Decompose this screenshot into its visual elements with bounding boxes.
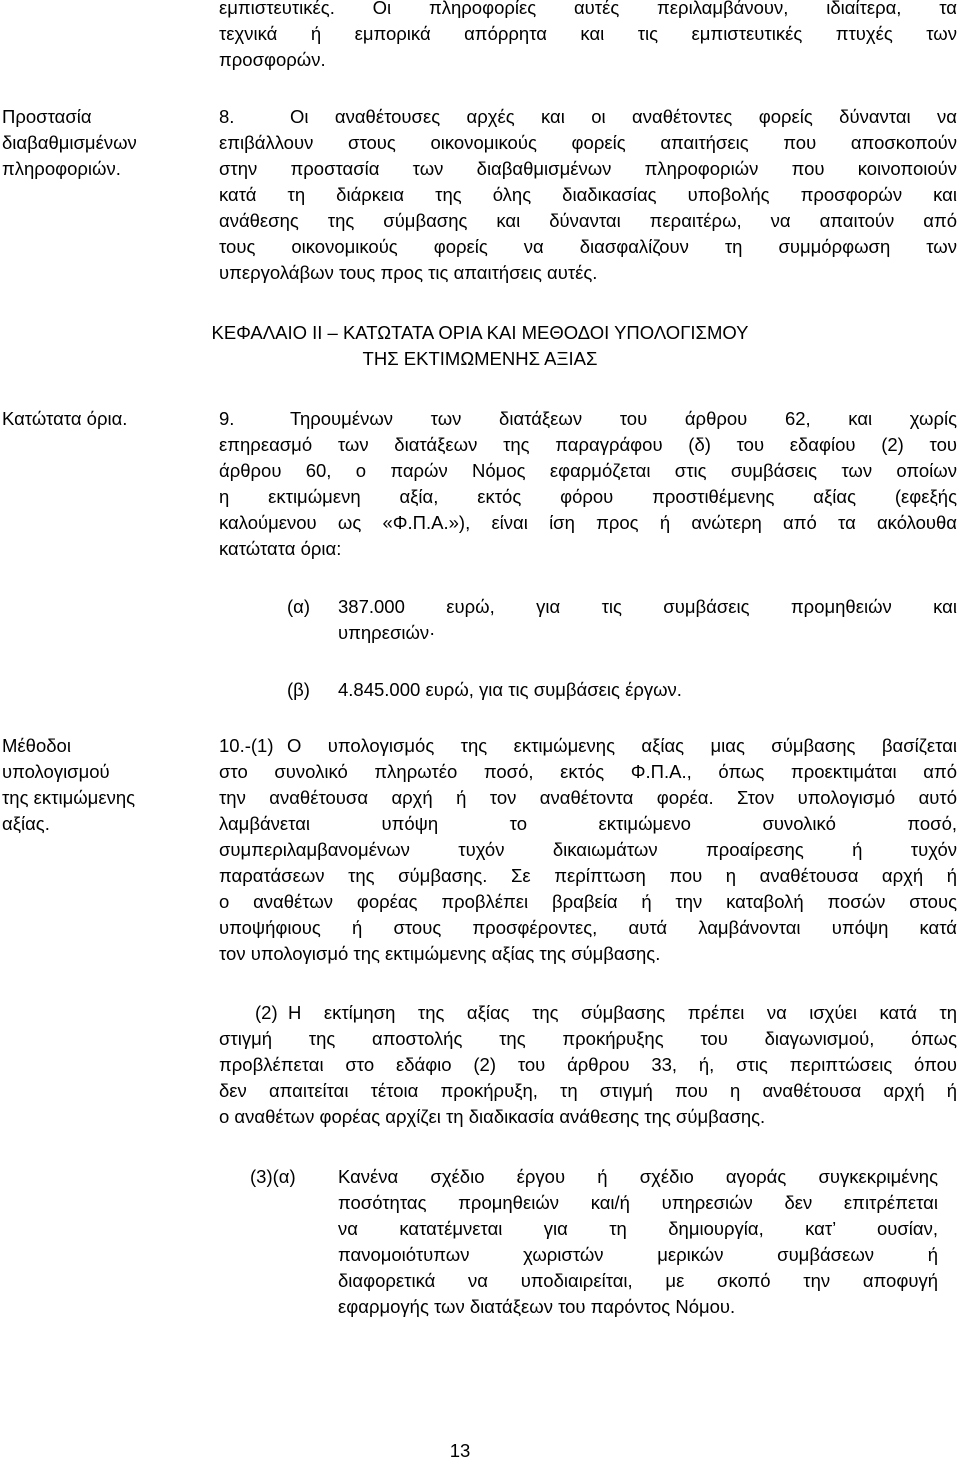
body-line: στο συνολικό πληρωτέο ποσό, εκτός Φ.Π.Α., όπως προεκτιμάται από — [219, 761, 957, 782]
body-line: εμπιστευτικές. Οι πληροφορίες αυτές περιλαμβάνουν, ιδιαίτερα, τα — [219, 0, 957, 18]
body-line: δεν απαιτείται τέτοια προκήρυξη, τη στιγμή που η αναθέτουσα αρχή ή — [219, 1080, 957, 1101]
margin-note: Μέθοδοι — [2, 735, 71, 756]
article-number: 8. — [219, 106, 235, 127]
article-number: 10.-(1) — [219, 735, 274, 756]
body-line: ανάθεσης της σύμβασης και δύνανται περαιτέρω, να απαιτούν από — [219, 210, 957, 231]
paragraph-number: (2) — [255, 1002, 278, 1023]
margin-note: Προστασία — [2, 106, 92, 127]
body-line: άρθρου 60, ο παρών Νόμος εφαρμόζεται στις συμβάσεις των οποίων — [219, 460, 957, 481]
item-label: (β) — [287, 679, 310, 700]
body-line: επιβάλλουν στους οικονομικούς φορείς απαιτήσεις που αποσκοπούν — [219, 132, 957, 153]
body-line: τους οικονομικούς φορείς να διασφαλίζουν τη συμμόρφωση των — [219, 236, 957, 257]
body-line: Κανένα σχέδιο έργου ή σχέδιο αγοράς συγκεκριμένης — [338, 1166, 938, 1187]
page-number: 13 — [449, 1440, 471, 1461]
body-line: προβλέπεται στο εδάφιο (2) του άρθρου 33, ή, στις περιπτώσεις όπου — [219, 1054, 957, 1075]
margin-note: διαβαθμισμένων — [2, 132, 137, 153]
body-line: Ο υπολογισμός της εκτιμώμενης αξίας μιας σύμβασης βασίζεται — [287, 735, 957, 756]
body-line: ο αναθέτων φορέας αρχίζει τη διαδικασία ανάθεσης της σύμβασης. — [219, 1106, 766, 1127]
body-line: υπεργολάβων τους προς τις απαιτήσεις αυτές. — [219, 262, 598, 283]
body-line: πανομοιότυπων χωριστών μερικών συμβάσεων ή — [338, 1244, 938, 1265]
body-line: 387.000 ευρώ, για τις συμβάσεις προμηθειών και — [338, 596, 957, 617]
body-line: καλούμενου ως «Φ.Π.Α.»), είναι ίση προς ή ανώτερη από τα ακόλουθα — [219, 512, 957, 533]
body-line: κατώτατα όρια: — [219, 538, 342, 559]
body-line: εφαρμογής των διατάξεων του παρόντος Νόμου. — [338, 1296, 736, 1317]
body-line: επηρεασμό των διατάξεων της παραγράφου (δ) του εδαφίου (2) του — [219, 434, 957, 455]
body-line: να κατατέμνεται για τη δημιουργία, κατ’ ουσίαν, — [338, 1218, 938, 1239]
margin-note: της εκτιμώμενης — [2, 787, 136, 808]
article-number: 9. — [219, 408, 235, 429]
body-line: την αναθέτουσα αρχή ή τον αναθέτοντα φορέα. Στον υπολογισμό αυτό — [219, 787, 957, 808]
body-line: υποψήφιους ή στους προσφέροντες, αυτά λαμβάνονται υπόψη κατά — [219, 917, 957, 938]
body-line: ο αναθέτων φορέας προβλέπει βραβεία ή την καταβολή ποσών στους — [219, 891, 957, 912]
margin-note: αξίας. — [2, 813, 50, 834]
body-line: υπηρεσιών· — [338, 622, 436, 643]
body-line: στιγμή της αποστολής της προκήρυξης του διαγωνισμού, όπως — [219, 1028, 957, 1049]
paragraph-number: (3)(α) — [250, 1166, 296, 1187]
body-line: παρατάσεων της σύμβασης. Σε περίπτωση που η αναθέτουσα αρχή ή — [219, 865, 957, 886]
margin-note: υπολογισμού — [2, 761, 110, 782]
body-line: κατά τη διάρκεια της όλης διαδικασίας υποβολής προσφορών και — [219, 184, 957, 205]
body-line: στην προστασία των διαβαθμισμένων πληροφοριών που κοινοποιούν — [219, 158, 957, 179]
margin-note: πληροφοριών. — [2, 158, 121, 179]
body-line: λαμβάνεται υπόψη το εκτιμώμενο συνολικό ποσό, — [219, 813, 957, 834]
body-line: τον υπολογισμό της εκτιμώμενης αξίας της σύμβασης. — [219, 943, 661, 964]
body-line: Τηρουμένων των διατάξεων του άρθρου 62, και χωρίς — [290, 408, 957, 429]
body-line: Οι αναθέτουσες αρχές και οι αναθέτοντες φορείς δύνανται να — [290, 106, 957, 127]
body-line: διαφορετικά να υποδιαιρείται, με σκοπό την αποφυγή — [338, 1270, 938, 1291]
item-label: (α) — [287, 596, 311, 617]
body-line: η εκτιμώμενη αξία, εκτός φόρου προστιθέμενης αξίας (εφεξής — [219, 486, 957, 507]
body-line: ποσότητας προμηθειών και/ή υπηρεσιών δεν επιτρέπεται — [338, 1192, 938, 1213]
body-line: Η εκτίμηση της αξίας της σύμβασης πρέπει να ισχύει κατά τη — [288, 1002, 957, 1023]
body-line: τεχνικά ή εμπορικά απόρρητα και τις εμπιστευτικές πτυχές των — [219, 23, 957, 44]
body-line: συμπεριλαμβανομένων τυχόν δικαιωμάτων προαίρεσης ή τυχόν — [219, 839, 957, 860]
chapter-heading: ΚΕΦΑΛΑΙΟ ΙΙ – ΚΑΤΩΤΑΤΑ ΟΡΙΑ ΚΑΙ ΜΕΘΟΔΟΙ ΥΠΟΛΟΓΙΣΜΟΥ — [211, 322, 749, 343]
margin-note: Κατώτατα όρια. — [2, 408, 128, 429]
chapter-heading: ΤΗΣ ΕΚΤΙΜΩΜΕΝΗΣ ΑΞΙΑΣ — [362, 348, 598, 369]
body-line: προσφορών. — [219, 49, 326, 70]
body-line: 4.845.000 ευρώ, για τις συμβάσεις έργων. — [338, 679, 682, 700]
